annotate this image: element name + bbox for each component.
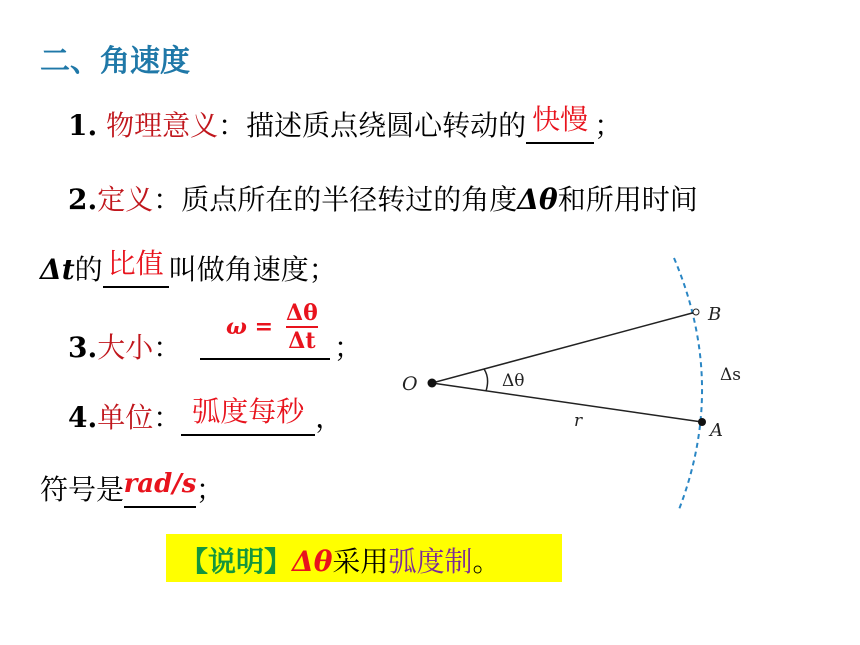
item-1 (68, 103, 623, 144)
point-a (698, 418, 706, 426)
item-5-answer: rad/s (123, 469, 197, 499)
item-2-symbol: Δθ (517, 183, 558, 216)
item-2b-text2: 叫做角速度； (168, 253, 337, 286)
note (180, 540, 500, 580)
label-r: r (574, 411, 583, 431)
item-4-end: ， (315, 401, 344, 434)
note-symbol: Δθ (292, 545, 333, 578)
radius-oa (432, 383, 702, 422)
fraction-numerator: Δθ (286, 300, 318, 326)
item-5-end: ； (196, 473, 225, 506)
label-a: A (710, 420, 723, 441)
item-1-number: 1. (68, 109, 98, 142)
label-b: B (708, 304, 722, 325)
item-2b-text: 的 (74, 253, 103, 286)
item-5 (40, 469, 225, 508)
item-4-number: 4. (68, 401, 98, 434)
item-2 (68, 182, 698, 218)
item-2b-symbol: Δt (40, 253, 75, 286)
omega-label: ω = (226, 314, 274, 340)
item-4-answer: 弧度每秒 (192, 395, 305, 428)
item-1-term: 物理意义 (106, 109, 219, 142)
fraction (286, 300, 318, 354)
item-2-text: 质点所在的半径转过的角度 (181, 183, 518, 216)
item-4 (68, 395, 344, 436)
item-2b-blank (103, 247, 169, 288)
item-5-text: 符号是 (40, 473, 125, 506)
label-angle: Δθ (502, 371, 525, 391)
item-4-term: 单位 (97, 401, 154, 434)
section-heading: 二、角速度 (40, 44, 190, 79)
item-4-blank (181, 395, 315, 436)
note-highlight: 弧度制 (388, 545, 473, 578)
note-end: 。 (472, 545, 501, 578)
item-2-term: 定义 (97, 183, 154, 216)
item-1-answer: 快慢 (532, 103, 589, 136)
item-3-number: 3. (68, 331, 98, 364)
item-3-blank (200, 296, 330, 360)
item-2b-answer: 比值 (107, 247, 164, 280)
note-bracket: 【说明】 (180, 545, 293, 578)
fraction-denominator: Δt (286, 326, 318, 354)
angle-arc (484, 369, 488, 391)
angle-diagram (390, 250, 770, 520)
item-1-colon: ： (218, 109, 247, 142)
item-2-text2: 和所用时间 (557, 183, 698, 216)
item-3-colon: ： (153, 331, 182, 364)
item-5-blank (123, 469, 197, 508)
item-2-number: 2. (68, 183, 98, 216)
item-1-end: ； (594, 109, 623, 142)
item-3-term: 大小 (97, 331, 154, 364)
center-point (428, 379, 437, 388)
radius-ob (432, 312, 696, 383)
item-2-continued (40, 247, 337, 288)
point-b (693, 309, 699, 315)
item-3 (68, 330, 181, 366)
item-4-colon: ： (153, 401, 182, 434)
item-3-end: ； (334, 331, 363, 364)
label-arc: Δs (720, 365, 742, 385)
item-2-colon: ： (153, 183, 182, 216)
item-1-blank (526, 103, 594, 144)
item-1-text: 描述质点绕圆心转动的 (246, 109, 527, 142)
note-text: 采用 (332, 545, 389, 578)
label-o: O (402, 373, 418, 395)
circle-arc (674, 258, 702, 512)
